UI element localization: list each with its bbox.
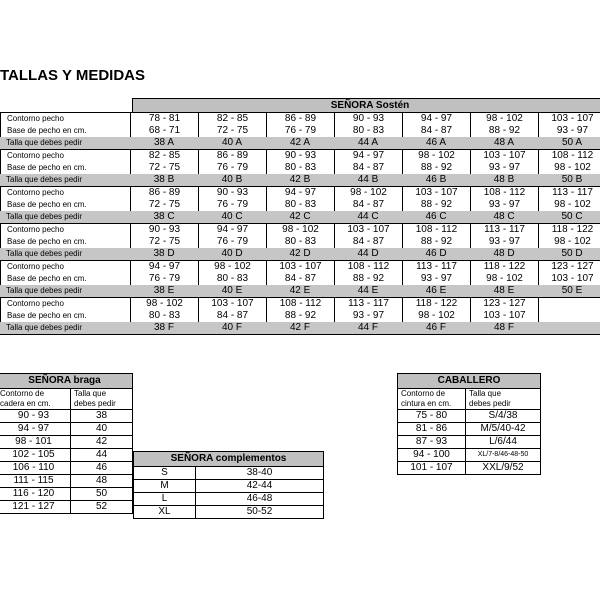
table-row xyxy=(398,423,541,436)
sosten-cell: 76 - 79 xyxy=(266,125,334,137)
table-cell: XL/7-8/46-48-50 xyxy=(466,449,541,462)
sosten-row-talla xyxy=(0,285,600,297)
sosten-cell: 68 - 71 xyxy=(130,125,198,137)
table-cell: 94 - 97 xyxy=(0,423,71,436)
sosten-table xyxy=(0,98,600,335)
table-cell: 40 xyxy=(71,423,133,436)
sosten-cell: 88 - 92 xyxy=(470,125,538,137)
sosten-cell: 93 - 97 xyxy=(470,162,538,174)
sosten-cell: 103 - 107 xyxy=(538,273,600,285)
row-label: Talla que debes pedir xyxy=(6,249,83,258)
table-cell: XL xyxy=(134,506,196,519)
sosten-cell: 93 - 97 xyxy=(334,310,402,322)
sosten-block xyxy=(0,260,600,297)
sosten-cell: 93 - 97 xyxy=(470,236,538,248)
sosten-cell: 113 - 117 xyxy=(334,298,402,310)
table-row xyxy=(0,423,133,436)
sosten-row-base xyxy=(0,273,600,285)
sosten-cell: 38 F xyxy=(153,322,174,333)
table-cell: 94 - 100 xyxy=(398,449,466,462)
sosten-cell: 38 C xyxy=(153,211,175,222)
sosten-cell: 38 D xyxy=(153,248,175,259)
table-cell: 48 xyxy=(71,475,133,488)
sosten-cell xyxy=(538,322,600,334)
sosten-row-contorno xyxy=(0,261,600,273)
sosten-cell: 42 A xyxy=(289,137,311,148)
sosten-cell: 86 - 89 xyxy=(130,187,198,199)
sosten-cell: 108 - 112 xyxy=(334,261,402,273)
sosten-row-contorno xyxy=(0,113,600,125)
sosten-cell: 44 B xyxy=(357,174,379,185)
caballero-table xyxy=(397,373,541,475)
sosten-cell: 42 D xyxy=(289,248,311,259)
row-label: Talla que debes pedir xyxy=(6,323,83,332)
table-cell: M xyxy=(134,480,196,493)
sosten-header: SEÑORA Sostén xyxy=(132,98,600,112)
table-row xyxy=(134,493,324,506)
sosten-cell: 90 - 93 xyxy=(130,224,198,236)
sosten-cell: 72 - 75 xyxy=(130,236,198,248)
table-cell: 38 xyxy=(71,410,133,423)
sosten-cell: 98 - 102 xyxy=(470,113,538,125)
row-label: Talla que debes pedir xyxy=(6,138,83,147)
sosten-cell: 84 - 87 xyxy=(402,125,470,137)
sosten-cell: 98 - 102 xyxy=(538,236,600,248)
sosten-cell: 90 - 93 xyxy=(266,150,334,162)
table-row xyxy=(0,475,133,488)
sosten-block xyxy=(0,223,600,260)
sosten-cell: 76 - 79 xyxy=(198,236,266,248)
table-cell: 121 - 127 xyxy=(0,501,71,514)
sosten-cell: 50 C xyxy=(561,211,583,222)
sosten-cell: 46 A xyxy=(425,137,447,148)
table-row xyxy=(134,467,324,480)
sosten-cell: 80 - 83 xyxy=(266,236,334,248)
sosten-cell: 48 D xyxy=(493,248,515,259)
table-row xyxy=(0,501,133,514)
sosten-row-contorno xyxy=(0,187,600,199)
sosten-row-talla xyxy=(0,322,600,334)
table-cell: 75 - 80 xyxy=(398,410,466,423)
sosten-cell: 93 - 97 xyxy=(470,199,538,211)
sosten-cell: 98 - 102 xyxy=(402,150,470,162)
table-cell: 87 - 93 xyxy=(398,436,466,449)
table-cell: 98 - 101 xyxy=(0,436,71,449)
sosten-cell: 46 F xyxy=(425,322,446,333)
sosten-cell: 84 - 87 xyxy=(334,162,402,174)
table-cell: 42 xyxy=(71,436,133,449)
sosten-cell: 123 - 127 xyxy=(538,261,600,273)
sosten-cell: 90 - 93 xyxy=(198,187,266,199)
sosten-cell: 88 - 92 xyxy=(402,162,470,174)
sosten-cell: 98 - 102 xyxy=(470,273,538,285)
table-cell: S/4/38 xyxy=(466,410,541,423)
row-label: Talla que debes pedir xyxy=(6,286,83,295)
braga-col2-header: Talla que debes pedir xyxy=(71,389,133,410)
sosten-row-talla xyxy=(0,174,600,186)
sosten-cell: 98 - 102 xyxy=(198,261,266,273)
sosten-cell: 44 F xyxy=(357,322,378,333)
table-cell: 50-52 xyxy=(196,506,324,519)
table-row xyxy=(134,480,324,493)
caballero-header: CABALLERO xyxy=(398,374,541,389)
table-cell: 102 - 105 xyxy=(0,449,71,462)
table-cell: 52 xyxy=(71,501,133,514)
table-row xyxy=(0,410,133,423)
sosten-cell: 98 - 102 xyxy=(402,310,470,322)
table-cell: 116 - 120 xyxy=(0,488,71,501)
sosten-row-base xyxy=(0,199,600,211)
sosten-block xyxy=(0,297,600,334)
sosten-cell: 50 B xyxy=(561,174,583,185)
sosten-cell: 82 - 85 xyxy=(198,113,266,125)
sosten-cell: 86 - 89 xyxy=(198,150,266,162)
table-row xyxy=(0,488,133,501)
sosten-cell: 80 - 83 xyxy=(198,273,266,285)
sosten-cell: 40 B xyxy=(221,174,243,185)
sosten-cell: 94 - 97 xyxy=(130,261,198,273)
sosten-cell: 118 - 122 xyxy=(402,298,470,310)
sosten-cell: 88 - 92 xyxy=(266,310,334,322)
sosten-row-talla xyxy=(0,137,600,149)
sosten-cell: 94 - 97 xyxy=(402,113,470,125)
table-cell: 50 xyxy=(71,488,133,501)
sosten-cell: 98 - 102 xyxy=(538,162,600,174)
sosten-row-base xyxy=(0,310,600,322)
table-cell: 111 - 115 xyxy=(0,475,71,488)
row-label: Base de pecho en cm. xyxy=(0,199,130,211)
sosten-cell: 38 B xyxy=(153,174,175,185)
sosten-row-contorno xyxy=(0,298,600,310)
sosten-row-contorno xyxy=(0,224,600,236)
table-cell: 38-40 xyxy=(196,467,324,480)
row-label: Contorno pecho xyxy=(0,224,130,236)
sosten-cell: 108 - 112 xyxy=(538,150,600,162)
sosten-cell: 50 A xyxy=(561,137,583,148)
table-cell: 90 - 93 xyxy=(0,410,71,423)
sosten-cell: 76 - 79 xyxy=(130,273,198,285)
sosten-cell: 40 F xyxy=(221,322,242,333)
sosten-cell: 88 - 92 xyxy=(402,199,470,211)
row-label: Base de pecho en cm. xyxy=(0,125,130,137)
sosten-cell: 98 - 102 xyxy=(130,298,198,310)
sosten-cell: 48 A xyxy=(493,137,515,148)
sosten-cell: 44 C xyxy=(357,211,379,222)
sosten-row-base xyxy=(0,125,600,137)
sosten-cell: 94 - 97 xyxy=(266,187,334,199)
sosten-cell: 46 D xyxy=(425,248,447,259)
braga-col1-header: Contorno de cadera en cm. xyxy=(0,389,71,410)
sosten-cell: 72 - 75 xyxy=(198,125,266,137)
table-cell: 42-44 xyxy=(196,480,324,493)
sosten-cell: 84 - 87 xyxy=(334,199,402,211)
sosten-cell: 103 - 107 xyxy=(266,261,334,273)
sosten-cell: 46 E xyxy=(425,285,447,296)
sosten-cell: 84 - 87 xyxy=(198,310,266,322)
sosten-cell: 113 - 117 xyxy=(538,187,600,199)
sosten-cell: 123 - 127 xyxy=(470,298,538,310)
sosten-cell: 80 - 83 xyxy=(130,310,198,322)
sosten-cell: 80 - 83 xyxy=(266,199,334,211)
sosten-cell: 80 - 83 xyxy=(334,125,402,137)
sosten-cell: 98 - 102 xyxy=(538,199,600,211)
row-label: Contorno pecho xyxy=(0,150,130,162)
sosten-cell: 118 - 122 xyxy=(470,261,538,273)
table-cell: 101 - 107 xyxy=(398,462,466,475)
sosten-cell: 88 - 92 xyxy=(334,273,402,285)
row-label: Talla que debes pedir xyxy=(6,212,83,221)
sosten-cell: 38 A xyxy=(153,137,175,148)
sosten-cell: 42 B xyxy=(289,174,311,185)
sosten-cell: 86 - 89 xyxy=(266,113,334,125)
table-cell: 106 - 110 xyxy=(0,462,71,475)
row-label: Base de pecho en cm. xyxy=(0,310,130,322)
sosten-cell: 84 - 87 xyxy=(334,236,402,248)
sosten-cell: 82 - 85 xyxy=(130,150,198,162)
sosten-cell: 40 A xyxy=(221,137,243,148)
sosten-cell: 88 - 92 xyxy=(402,236,470,248)
sosten-cell: 103 - 107 xyxy=(470,310,538,322)
complementos-table xyxy=(133,451,324,519)
row-label: Contorno pecho xyxy=(0,261,130,273)
sosten-bottom-border xyxy=(0,334,600,335)
sosten-cell: 94 - 97 xyxy=(334,150,402,162)
sosten-cell xyxy=(538,298,600,310)
table-cell: 46 xyxy=(71,462,133,475)
sosten-cell: 94 - 97 xyxy=(198,224,266,236)
sosten-cell: 42 E xyxy=(289,285,311,296)
sosten-cell: 48 B xyxy=(493,174,515,185)
sosten-block xyxy=(0,149,600,186)
sosten-cell: 50 E xyxy=(561,285,583,296)
sosten-cell: 93 - 97 xyxy=(538,125,600,137)
table-cell: M/5/40-42 xyxy=(466,423,541,436)
sosten-cell: 42 C xyxy=(289,211,311,222)
sosten-row-base xyxy=(0,236,600,248)
row-label: Base de pecho en cm. xyxy=(0,273,130,285)
caballero-col2-header: Talla que debes pedir xyxy=(466,389,541,410)
table-row xyxy=(398,410,541,423)
table-cell: L xyxy=(134,493,196,506)
sosten-cell: 118 - 122 xyxy=(538,224,600,236)
sosten-cell: 103 - 107 xyxy=(402,187,470,199)
sosten-cell: 103 - 107 xyxy=(198,298,266,310)
table-cell: L/6/44 xyxy=(466,436,541,449)
sosten-cell: 76 - 79 xyxy=(198,162,266,174)
sosten-row-talla xyxy=(0,211,600,223)
sosten-cell: 44 E xyxy=(357,285,379,296)
row-label: Contorno pecho xyxy=(0,187,130,199)
table-cell: 44 xyxy=(71,449,133,462)
caballero-col1-header: Contorno de cintura en cm. xyxy=(398,389,466,410)
table-row xyxy=(398,436,541,449)
sosten-cell: 48 E xyxy=(493,285,515,296)
sosten-cell: 48 C xyxy=(493,211,515,222)
sosten-row-talla xyxy=(0,248,600,260)
sosten-row-base xyxy=(0,162,600,174)
sosten-cell: 40 C xyxy=(221,211,243,222)
table-row xyxy=(0,462,133,475)
sosten-cell: 113 - 117 xyxy=(470,224,538,236)
sosten-row-contorno xyxy=(0,150,600,162)
sosten-cell: 78 - 81 xyxy=(130,113,198,125)
sosten-cell: 103 - 107 xyxy=(470,150,538,162)
braga-header: SEÑORA braga xyxy=(0,374,133,389)
table-cell: 46-48 xyxy=(196,493,324,506)
sosten-cell: 103 - 107 xyxy=(334,224,402,236)
sosten-cell: 44 D xyxy=(357,248,379,259)
sosten-cell: 46 C xyxy=(425,211,447,222)
sosten-cell: 80 - 83 xyxy=(266,162,334,174)
sosten-cell: 46 B xyxy=(425,174,447,185)
sosten-cell: 48 F xyxy=(493,322,514,333)
sosten-cell: 90 - 93 xyxy=(334,113,402,125)
table-row xyxy=(0,436,133,449)
sosten-cell: 40 E xyxy=(221,285,243,296)
row-label: Base de pecho en cm. xyxy=(0,236,130,248)
complementos-header: SEÑORA complementos xyxy=(134,452,324,467)
row-label: Talla que debes pedir xyxy=(6,175,83,184)
sosten-cell: 98 - 102 xyxy=(266,224,334,236)
page-title: TALLAS Y MEDIDAS xyxy=(0,67,146,84)
sosten-cell: 72 - 75 xyxy=(130,162,198,174)
sosten-cell: 108 - 112 xyxy=(402,224,470,236)
sosten-cell: 38 E xyxy=(153,285,175,296)
sosten-cell: 40 D xyxy=(221,248,243,259)
table-row xyxy=(398,462,541,475)
table-row xyxy=(0,449,133,462)
row-label: Base de pecho en cm. xyxy=(0,162,130,174)
sosten-cell: 44 A xyxy=(357,137,379,148)
table-row xyxy=(398,449,541,462)
table-cell: XXL/9/52 xyxy=(466,462,541,475)
table-row xyxy=(134,506,324,519)
sosten-block xyxy=(0,112,600,149)
sosten-cell: 108 - 112 xyxy=(266,298,334,310)
sosten-cell: 98 - 102 xyxy=(334,187,402,199)
sosten-block xyxy=(0,186,600,223)
row-label: Contorno pecho xyxy=(0,298,130,310)
sosten-cell: 76 - 79 xyxy=(198,199,266,211)
sosten-cell: 108 - 112 xyxy=(470,187,538,199)
sosten-cell: 42 F xyxy=(289,322,310,333)
braga-table xyxy=(0,373,133,514)
table-cell: 81 - 86 xyxy=(398,423,466,436)
sosten-cell xyxy=(538,310,600,322)
sosten-cell: 103 - 107 xyxy=(538,113,600,125)
sosten-cell: 84 - 87 xyxy=(266,273,334,285)
sosten-cell: 50 D xyxy=(561,248,583,259)
row-label: Contorno pecho xyxy=(0,113,130,125)
sosten-cell: 113 - 117 xyxy=(402,261,470,273)
sosten-cell: 93 - 97 xyxy=(402,273,470,285)
table-cell: S xyxy=(134,467,196,480)
sosten-cell: 72 - 75 xyxy=(130,199,198,211)
